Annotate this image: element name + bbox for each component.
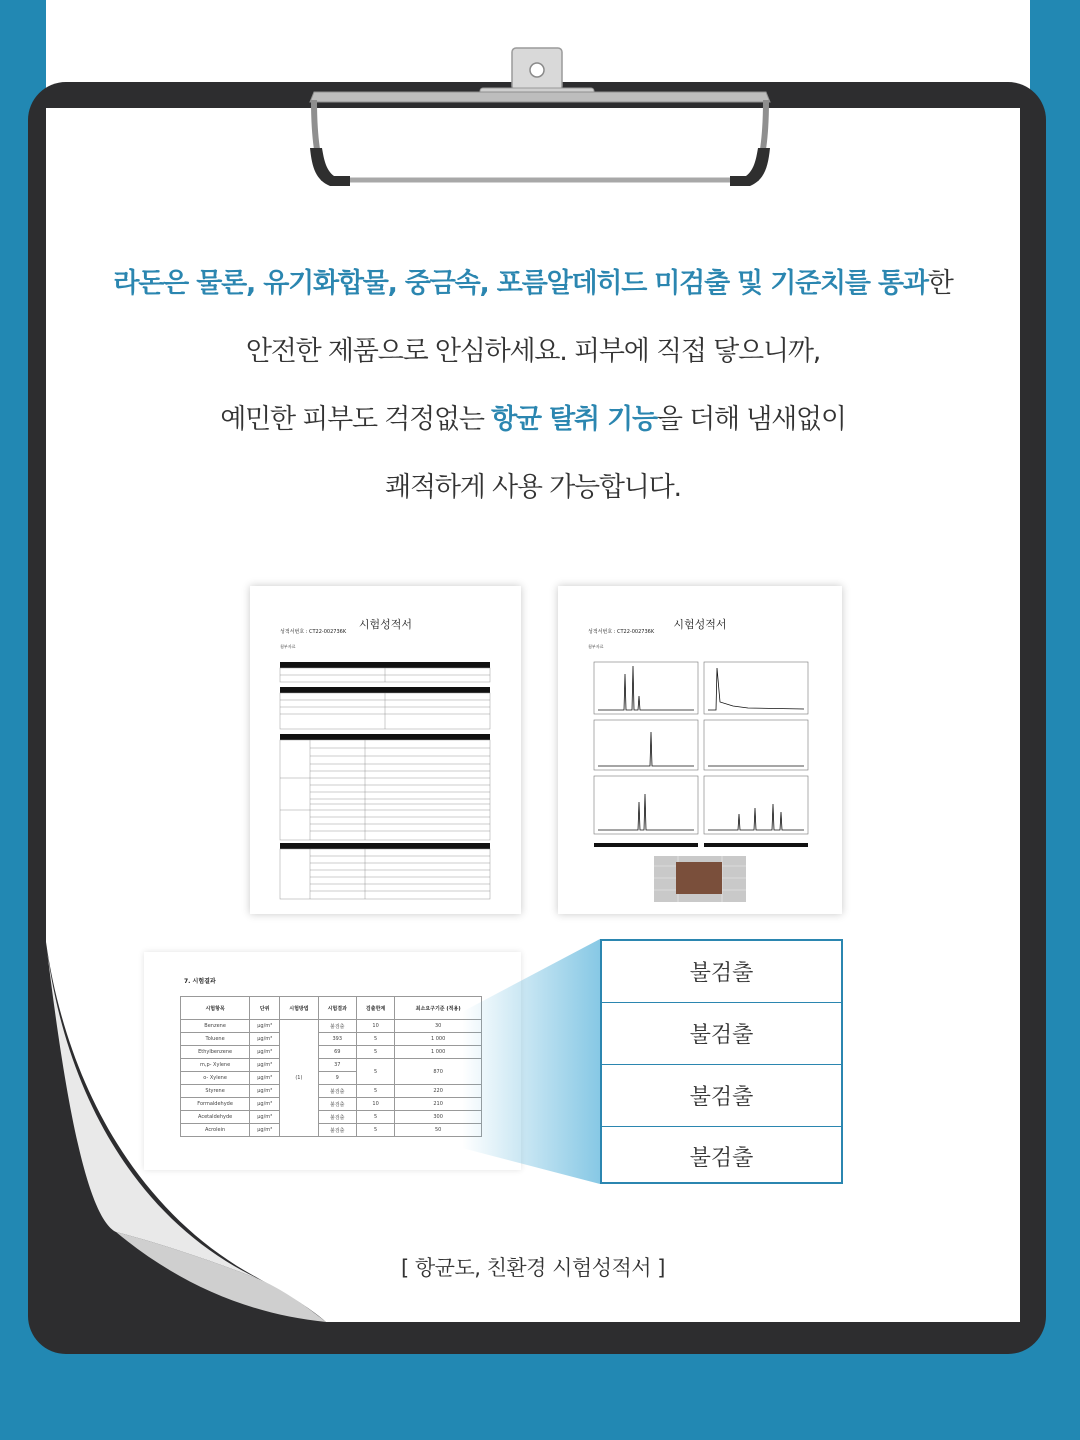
cell-limit: 10 (356, 1020, 394, 1033)
table-row (181, 1020, 482, 1033)
header-unit: 단위 (250, 997, 280, 1020)
cell-item: Acrolein (181, 1124, 250, 1137)
cell-item: Ethylbenzene (181, 1046, 250, 1059)
cell-result: 9 (318, 1072, 356, 1085)
cell-method: (1) (280, 1020, 318, 1137)
cell-standard: 30 (395, 1020, 482, 1033)
cell-limit: 5 (356, 1059, 394, 1085)
zoom-result-3: 불검출 (602, 1065, 841, 1127)
table-row (181, 1124, 482, 1137)
cell-result: 37 (318, 1059, 356, 1072)
test-certificate-page-2 (558, 586, 842, 914)
zoom-result-1: 불검출 (602, 941, 841, 1003)
cell-standard: 210 (395, 1098, 482, 1111)
cell-standard: 870 (395, 1059, 482, 1085)
zoom-result-2: 불검출 (602, 1003, 841, 1065)
cell-standard: 300 (395, 1111, 482, 1124)
doc1-cert-number: 성적서번호 : CT22-002736K (280, 629, 347, 635)
cell-result: 69 (318, 1046, 356, 1059)
cell-limit: 10 (356, 1098, 394, 1111)
header-method: 시험방법 (280, 997, 318, 1020)
headline-line-1-tail: 한 (927, 268, 953, 299)
cell-unit: μg/m³ (250, 1085, 280, 1098)
headline-line-3-before: 예민한 피부도 걱정없는 (220, 404, 492, 435)
cell-item: Benzene (181, 1020, 250, 1033)
cell-limit: 5 (356, 1033, 394, 1046)
cell-unit: μg/m³ (250, 1033, 280, 1046)
cell-result: 불검출 (318, 1085, 356, 1098)
zoom-result-4: 불검출 (689, 1146, 754, 1171)
doc2-title: 시험성적서 (673, 618, 727, 631)
doc2-attachment-label: 첨부자료 (588, 644, 604, 649)
antibacterial-highlight: 항균 탈취 기능 (491, 404, 657, 435)
cell-standard: 220 (395, 1085, 482, 1098)
cell-item: Acetaldehyde (181, 1111, 250, 1124)
cell-limit: 5 (356, 1111, 394, 1124)
cell-limit: 5 (356, 1085, 394, 1098)
results-title: 7. 시험결과 (184, 978, 216, 985)
doc1-attachment-label: 첨부자료 (280, 644, 296, 649)
cell-unit: μg/m³ (250, 1098, 280, 1111)
test-certificate-page-1 (250, 586, 521, 914)
headline (46, 250, 1020, 522)
cell-item: m,p- Xylene (181, 1059, 250, 1072)
cell-unit: μg/m³ (250, 1124, 280, 1137)
doc1-condition-tables (250, 586, 521, 914)
cell-item: Formaldehyde (181, 1098, 250, 1111)
headline-line-3-after: 을 더해 냄새없이 (656, 404, 846, 435)
cell-item: Toluene (181, 1033, 250, 1046)
cell-result: 불검출 (318, 1111, 356, 1124)
cell-unit: μg/m³ (250, 1046, 280, 1059)
headline-highlight: 라돈은 물론, 유기화합물, 중금속, 포름알데히드 미검출 및 기준치를 통과 (113, 268, 928, 299)
clipboard-clip (300, 40, 780, 210)
cell-standard: 1 000 (395, 1033, 482, 1046)
cell-unit: μg/m³ (250, 1111, 280, 1124)
cell-unit: μg/m³ (250, 1072, 280, 1085)
results-table (180, 996, 482, 1137)
cell-result: 393 (318, 1033, 356, 1046)
header-limit: 검출한계 (356, 997, 394, 1020)
zoomed-results-box (600, 939, 843, 1184)
doc2-cert-number: 성적서번호 : CT22-002736K (588, 629, 655, 635)
cell-unit: μg/m³ (250, 1020, 280, 1033)
cell-limit: 5 (356, 1046, 394, 1059)
table-row (181, 1046, 482, 1059)
table-row (181, 1085, 482, 1098)
table-row (181, 1111, 482, 1124)
headline-line-3 (46, 386, 1020, 454)
header-item: 시험항목 (181, 997, 250, 1020)
headline-line-2: 안전한 제품으로 안심하세요. 피부에 직접 닿으니까, (245, 336, 821, 367)
cell-limit: 5 (356, 1124, 394, 1137)
cell-result: 불검출 (318, 1124, 356, 1137)
headline-line-4: 쾌적하게 사용 가능합니다. (385, 472, 681, 503)
cell-standard: 1 000 (395, 1046, 482, 1059)
doc1-title: 시험성적서 (358, 618, 413, 631)
caption: [ 항균도, 친환경 시험성적서 ] (401, 1256, 665, 1280)
cell-item: o- Xylene (181, 1072, 250, 1085)
cell-item: Styrene (181, 1085, 250, 1098)
results-header-row (181, 997, 482, 1020)
doc2-chromatograms (558, 586, 842, 914)
cell-standard: 50 (395, 1124, 482, 1137)
header-standard: 최소요구기준 (적용) (395, 997, 482, 1020)
test-results-page (144, 952, 521, 1170)
cell-result: 불검출 (318, 1020, 356, 1033)
table-row (181, 1059, 482, 1072)
header-result: 시험결과 (318, 997, 356, 1020)
headline-line-1 (46, 250, 1020, 318)
cell-result: 불검출 (318, 1098, 356, 1111)
cell-unit: μg/m³ (250, 1059, 280, 1072)
table-row (181, 1098, 482, 1111)
table-row (181, 1033, 482, 1046)
